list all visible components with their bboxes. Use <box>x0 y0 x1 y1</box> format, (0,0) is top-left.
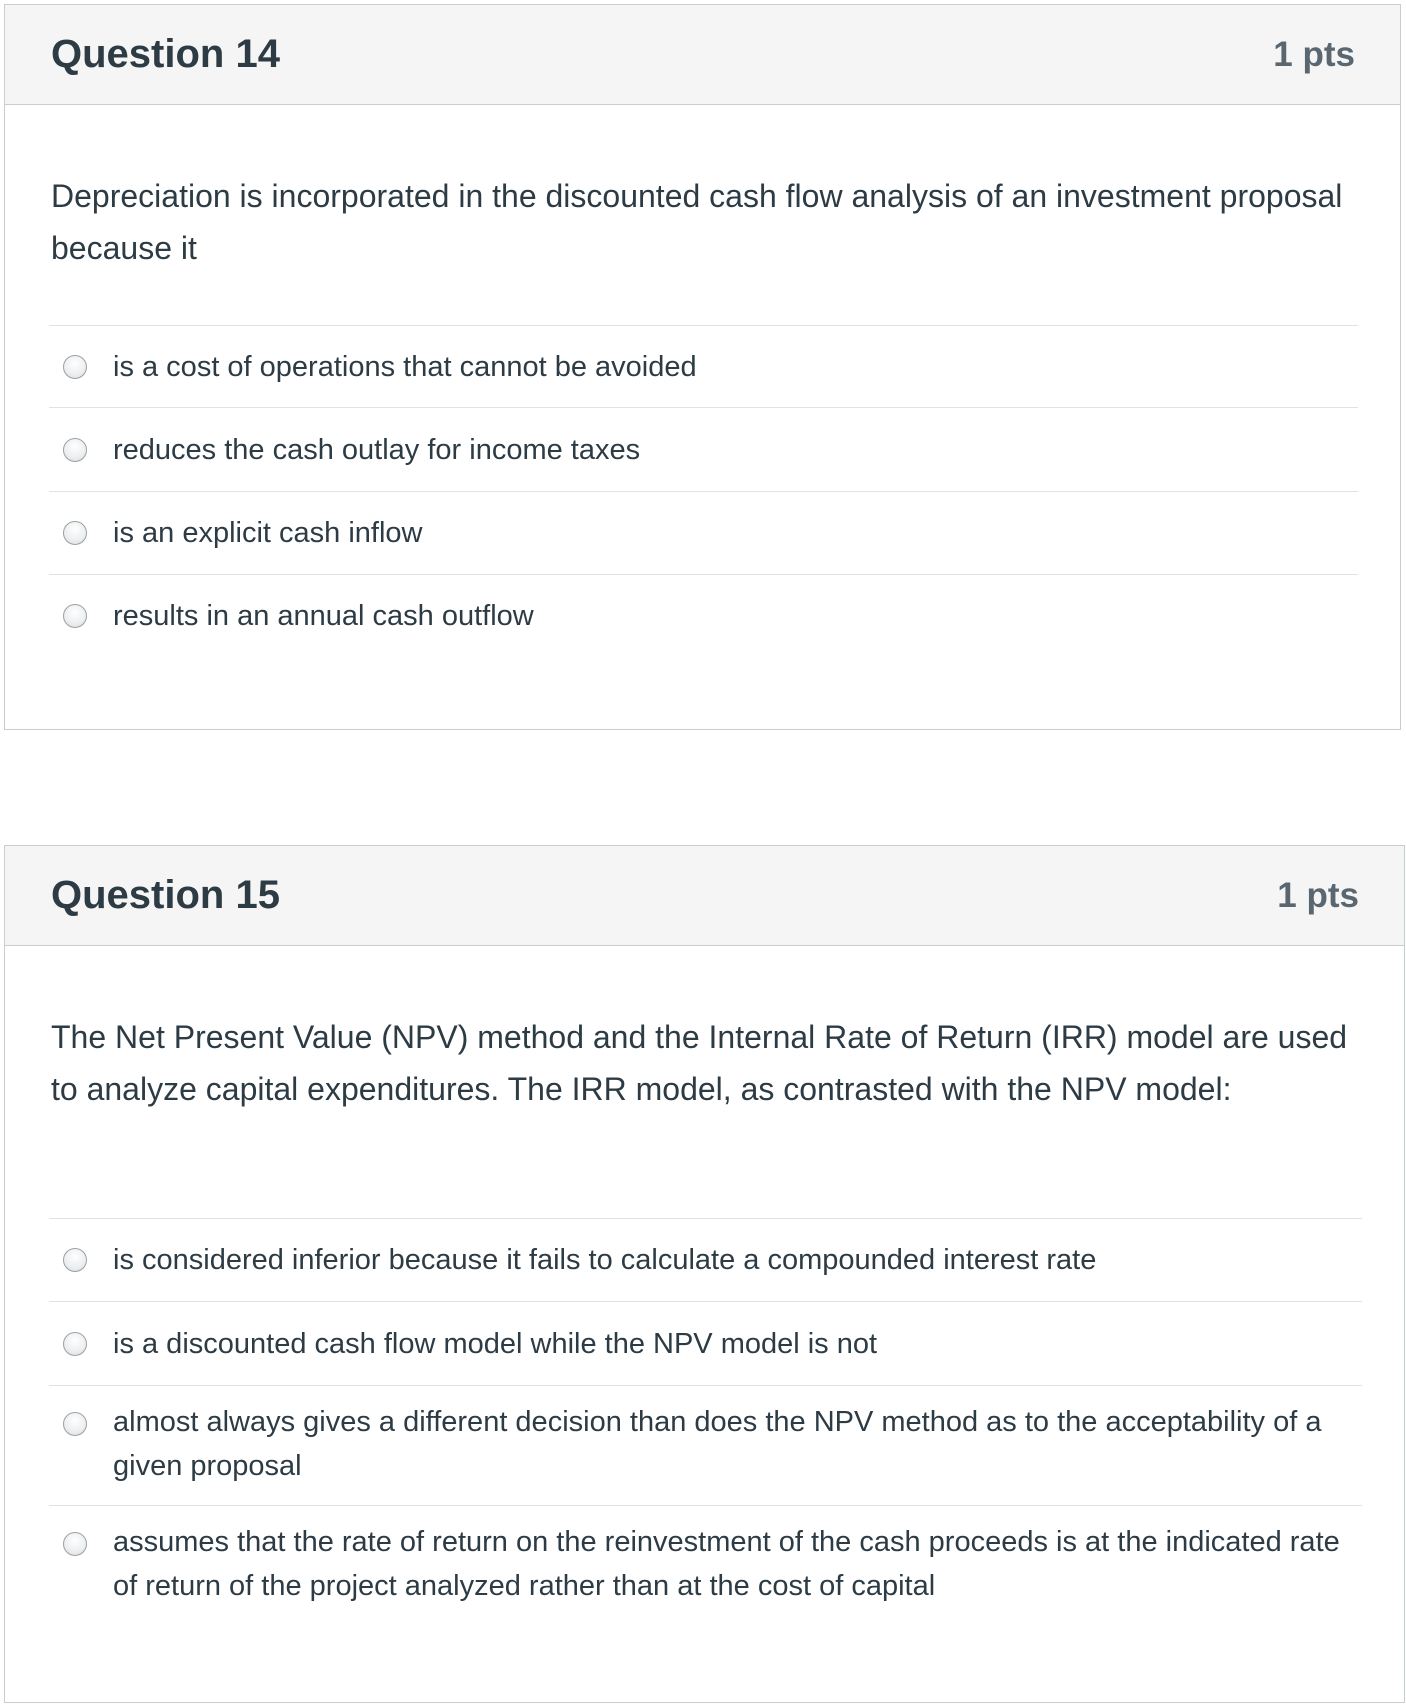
radio-button[interactable] <box>63 1248 87 1272</box>
answer-label: is considered inferior because it fails to calculate a compounded interest rate <box>113 1244 1097 1276</box>
question-15-card <box>4 845 1405 1703</box>
answer-label: almost always gives a different decision than does the NPV method as to the acceptability of a given proposal <box>113 1406 1322 1482</box>
question-title: Question 14 <box>51 32 280 76</box>
question-header <box>5 5 1400 105</box>
question-text: Depreciation is incorporated in the discounted cash flow analysis of an investment proposal because it <box>51 178 1343 266</box>
question-points: 1 pts <box>1273 34 1355 74</box>
answer-label: reduces the cash outlay for income taxes <box>113 433 641 466</box>
answer-list <box>49 1218 1362 1626</box>
answer-list <box>49 325 1358 657</box>
question-14-card <box>4 4 1401 730</box>
question-header <box>5 846 1404 946</box>
radio-button[interactable] <box>63 604 87 628</box>
radio-button[interactable] <box>63 1332 87 1356</box>
answer-option[interactable] <box>49 1386 1362 1506</box>
radio-button[interactable] <box>63 355 87 379</box>
answer-label: assumes that the rate of return on the reinvestment of the cash proceeds is at the indicated rate of return of the project analyzed rather than at the cost of capital <box>113 1526 1340 1602</box>
answer-label: is an explicit cash inflow <box>113 517 423 549</box>
answer-option[interactable] <box>49 1219 1362 1302</box>
answer-option[interactable] <box>49 1302 1362 1386</box>
question-text: The Net Present Value (NPV) method and the Internal Rate of Return (IRR) model are used to analyze capital expenditures. The IRR model, as contrasted with the NPV model: <box>51 1019 1348 1107</box>
answer-label: results in an annual cash outflow <box>113 600 534 632</box>
answer-option[interactable] <box>49 1506 1362 1626</box>
radio-button[interactable] <box>63 521 87 545</box>
answer-option[interactable] <box>49 326 1358 408</box>
question-points: 1 pts <box>1277 875 1359 915</box>
radio-button[interactable] <box>63 1412 87 1436</box>
question-title: Question 15 <box>51 873 280 917</box>
answer-option[interactable] <box>49 408 1358 492</box>
answer-label: is a discounted cash flow model while the NPV model is not <box>113 1327 878 1360</box>
answer-label: is a cost of operations that cannot be avoided <box>113 350 697 383</box>
radio-button[interactable] <box>63 1532 87 1556</box>
answer-option[interactable] <box>49 492 1358 575</box>
radio-button[interactable] <box>63 438 87 462</box>
answer-option[interactable] <box>49 575 1358 657</box>
